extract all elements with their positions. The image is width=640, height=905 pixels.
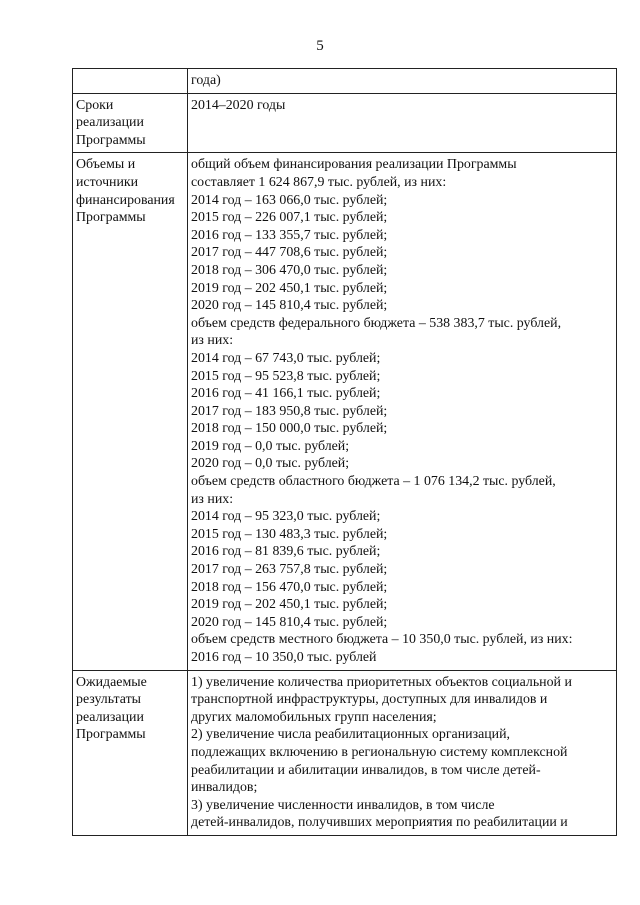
row-value-line: составляет 1 624 867,9 тыс. рублей, из них: xyxy=(191,174,447,190)
row-value-line: 2020 год – 0,0 тыс. рублей; xyxy=(191,456,350,472)
row-value-line: 2016 год – 81 839,6 тыс. рублей; xyxy=(191,544,381,560)
row-value-line: 2014 год – 95 323,0 тыс. рублей; xyxy=(191,509,381,525)
row-value-line: 2014–2020 годы xyxy=(191,97,286,113)
row-value-cell xyxy=(188,69,617,94)
program-passport-table xyxy=(72,68,617,836)
row-value-line: 2016 год – 133 355,7 тыс. рублей; xyxy=(191,227,388,243)
row-value-line: года) xyxy=(191,73,221,88)
table-row xyxy=(73,670,617,835)
row-value-line: 2014 год – 67 743,0 тыс. рублей; xyxy=(191,350,381,366)
row-value-line: из них: xyxy=(191,333,234,349)
blank-line xyxy=(191,114,612,132)
row-label-line: Программы xyxy=(76,727,146,743)
row-value-line: 2020 год – 145 810,4 тыс. рублей; xyxy=(191,298,388,314)
row-label-line: финансирования xyxy=(76,192,175,208)
row-label-line: Ожидаемые xyxy=(76,674,147,690)
row-value-line: инвалидов; xyxy=(191,780,258,796)
table-row xyxy=(73,69,617,94)
table-row xyxy=(73,93,617,153)
row-value-line: объем средств местного бюджета – 10 350,0 тыс. рублей, из них: xyxy=(191,632,573,648)
row-value-line: 3) увеличение численности инвалидов, в том числе xyxy=(191,797,495,813)
row-value-line: 2016 год – 41 166,1 тыс. рублей; xyxy=(191,386,381,402)
row-value-line: 2017 год – 263 757,8 тыс. рублей; xyxy=(191,562,388,578)
row-value-line: 2017 год – 447 708,6 тыс. рублей; xyxy=(191,245,388,261)
row-value-line: из них: xyxy=(191,491,234,507)
row-value-line: 2019 год – 0,0 тыс. рублей; xyxy=(191,438,350,454)
row-value-line: детей-инвалидов, получивших мероприятия по реабилитации и xyxy=(191,815,568,831)
row-value-line: 2020 год – 145 810,4 тыс. рублей; xyxy=(191,614,388,630)
row-value-line: 2015 год – 130 483,3 тыс. рублей; xyxy=(191,526,388,542)
row-label-line: реализации xyxy=(76,709,144,725)
row-value-cell xyxy=(188,670,617,835)
row-value-line: 1) увеличение количества приоритетных объектов социальной и xyxy=(191,674,572,690)
table-row xyxy=(73,153,617,670)
row-label-line: источники xyxy=(76,174,139,190)
row-value-line: 2019 год – 202 450,1 тыс. рублей; xyxy=(191,280,388,296)
row-value-line: 2019 год – 202 450,1 тыс. рублей; xyxy=(191,597,388,613)
row-value-line: других маломобильных групп населения; xyxy=(191,709,437,725)
row-label-line: Программы xyxy=(76,210,146,226)
row-value-line: 2015 год – 226 007,1 тыс. рублей; xyxy=(191,210,388,226)
row-value-line: транспортной инфраструктуры, доступных для инвалидов и xyxy=(191,692,548,708)
row-value-cell xyxy=(188,93,617,153)
row-value-line: подлежащих включению в региональную систему комплексной xyxy=(191,744,568,760)
row-label-line: реализации xyxy=(76,115,144,131)
row-label-line: Программы xyxy=(76,132,146,148)
row-value-line: 2018 год – 150 000,0 тыс. рублей; xyxy=(191,421,388,437)
page-number: 5 xyxy=(316,38,324,54)
row-value-line: 2015 год – 95 523,8 тыс. рублей; xyxy=(191,368,381,384)
row-value-line: 2) увеличение числа реабилитационных организаций, xyxy=(191,727,511,743)
row-value-line: реабилитации и абилитации инвалидов, в том числе детей- xyxy=(191,762,541,778)
row-label-line: Объемы и xyxy=(76,157,136,173)
row-label-line: Сроки xyxy=(76,97,114,113)
row-label-cell xyxy=(73,69,188,94)
row-value-line: объем средств областного бюджета – 1 076 134,2 тыс. рублей, xyxy=(191,474,556,490)
row-value-line: 2018 год – 156 470,0 тыс. рублей; xyxy=(191,579,388,595)
row-label-cell xyxy=(73,153,188,670)
blank-line xyxy=(191,132,612,150)
row-label-cell xyxy=(73,670,188,835)
row-label-cell xyxy=(73,93,188,153)
row-value-line: 2018 год – 306 470,0 тыс. рублей; xyxy=(191,262,388,278)
row-value-line: 2014 год – 163 066,0 тыс. рублей; xyxy=(191,192,388,208)
row-label-line: результаты xyxy=(76,692,141,708)
row-value-line: 2016 год – 10 350,0 тыс. рублей xyxy=(191,650,377,665)
row-value-cell xyxy=(188,153,617,670)
row-value-line: 2017 год – 183 950,8 тыс. рублей; xyxy=(191,403,388,419)
row-value-line: общий объем финансирования реализации Программы xyxy=(191,157,517,173)
row-value-line: объем средств федерального бюджета – 538 383,7 тыс. рублей, xyxy=(191,315,562,331)
